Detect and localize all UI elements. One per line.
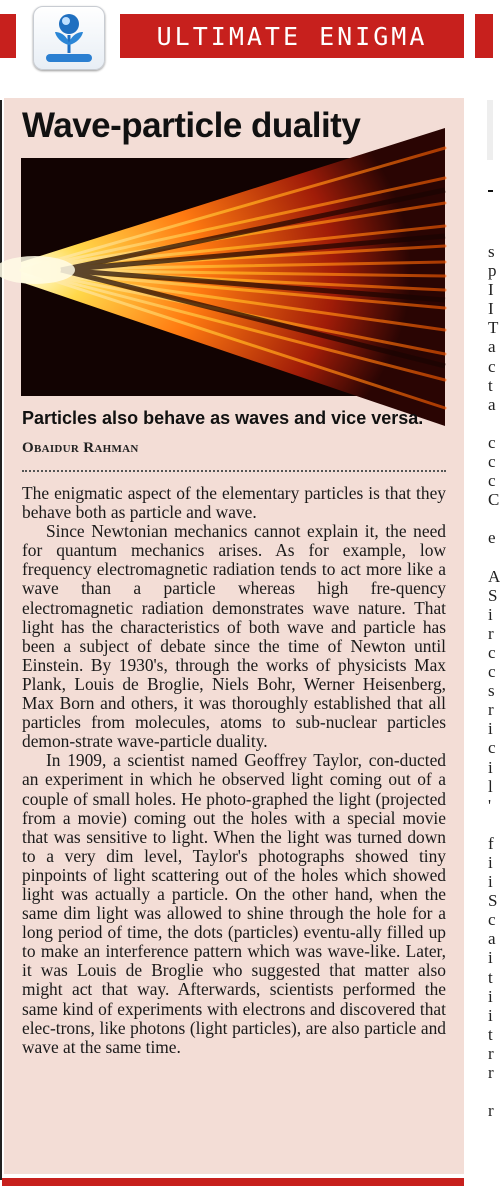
plant-globe-icon — [34, 7, 104, 69]
adjacent-rule-fragment — [488, 190, 493, 192]
header-bar-left — [0, 14, 16, 58]
adjacent-column-letter — [488, 414, 494, 433]
adjacent-column-letter: C — [488, 490, 500, 510]
light-rays-image — [21, 158, 445, 396]
adjacent-column-letter: r — [488, 1043, 494, 1063]
adjacent-column-letter: ' — [488, 795, 492, 815]
adjacent-column-letter — [488, 509, 494, 528]
section-banner — [120, 14, 464, 58]
adjacent-column-letter: I — [488, 299, 494, 319]
header-bar-right — [475, 14, 493, 58]
adjacent-column-letter: A — [488, 566, 500, 586]
article-body — [22, 484, 446, 1057]
adjacent-column-letter: c — [488, 642, 496, 662]
adjacent-column-letter: r — [488, 700, 494, 720]
adjacent-column-letter: c — [488, 910, 496, 930]
adjacent-column-letter: I — [488, 280, 494, 300]
adjacent-column-letter: f — [488, 833, 494, 853]
dotted-divider — [22, 470, 446, 472]
adjacent-column-letter: r — [488, 1063, 494, 1083]
adjacent-column-letter: S — [488, 891, 498, 911]
adjacent-logo-fragment — [487, 100, 493, 160]
adjacent-column-letter: a — [488, 929, 496, 949]
adjacent-column-letter: i — [488, 948, 493, 968]
footer-bar — [2, 1178, 464, 1186]
adjacent-column-letter: c — [488, 471, 496, 491]
article-panel — [4, 98, 464, 1174]
adjacent-column-letter: a — [488, 337, 496, 357]
adjacent-column-letter: t — [488, 967, 493, 987]
left-column-rule — [0, 100, 2, 1180]
body-paragraph: In 1909, a scientist named Geoffrey Taylor, con-ducted an experiment in which he observed light coming out of a couple of small holes. He photo-graphed the light (projected from a movie) coming out the holes with a special movie that was sensitive to light. When the light was turned down to a very dim level, Taylor's photographs showed tiny pinpoints of light scattering out of the holes which showed light was actually a particle. On the other hand, when the same dim light was allowed to shine through the hole for a long period of time, the dots (particles) eventu-ally filled up to make an interference pattern which was wave-like. Later, it was Louis de Broglie who suggested that matter also might act that way. Afterwards, scientists performed the same kind of experiments with electrons and discovered that elec-trons, like photons (light particles), are also particle and wave at the same time. — [22, 750, 446, 1057]
adjacent-column-letter: t — [488, 375, 493, 395]
adjacent-column-letter: r — [488, 623, 494, 643]
adjacent-column-letter: c — [488, 662, 496, 682]
body-paragraph: Since Newtonian mechanics cannot explain it, the need for quantum mechanics arises. As for example, low frequency electromagnetic radiation tends to act more like a wave than a particle whereas high fre-quency electromagnetic radiation demonstrates wave nature. That light has the characteristics of both wave and particle has been a subject of debate since the time of Newton until Einstein. By 1930's, through the works of physicists Max Plank, Louis de Broglie, Niels Bohr, Werner Heisenberg, Max Born and others, it was thoroughly established that all particles from molecules, atoms to sub-nuclear particles demon-strate wave-particle duality. — [22, 521, 446, 752]
adjacent-column-letter: i — [488, 986, 493, 1006]
adjacent-column-letter: e — [488, 528, 496, 548]
banner-title: ULTIMATE ENIGMA — [156, 21, 428, 51]
adjacent-column-letter: i — [488, 853, 493, 872]
adjacent-column-letter: i — [488, 604, 493, 624]
adjacent-column-letter: T — [488, 318, 499, 338]
adjacent-column-letter: i — [488, 1005, 493, 1025]
article-byline: Obaidur Rahman — [22, 440, 139, 456]
adjacent-column-letter: i — [488, 719, 493, 739]
adjacent-column-letter: i — [488, 757, 493, 777]
adjacent-column-letter: s — [488, 242, 495, 261]
adjacent-column-text — [488, 242, 500, 1121]
adjacent-column-letter: s — [488, 681, 495, 701]
article-headline: Wave-particle duality — [22, 106, 361, 145]
adjacent-column-letter: l — [488, 776, 493, 796]
article-subhead: Particles also behave as waves and vice versa. — [22, 408, 424, 428]
adjacent-column-letter: c — [488, 452, 496, 472]
adjacent-column-letter: i — [488, 872, 493, 892]
adjacent-column-letter — [488, 548, 494, 567]
adjacent-column-letter: t — [488, 1024, 493, 1044]
adjacent-column-letter: c — [488, 432, 496, 452]
adjacent-column-letter: S — [488, 585, 498, 605]
adjacent-column-letter — [488, 1082, 494, 1101]
adjacent-column-letter: a — [488, 394, 496, 414]
adjacent-column-letter: p — [488, 261, 497, 281]
adjacent-column-letter — [488, 815, 494, 834]
adjacent-column-letter: r — [488, 1101, 494, 1121]
adjacent-column-letter: c — [488, 738, 496, 758]
body-paragraph: The enigmatic aspect of the elementary particles is that they behave both as particle and wave. — [22, 483, 446, 523]
section-logo[interactable] — [33, 6, 105, 70]
adjacent-column-letter: c — [488, 356, 496, 376]
